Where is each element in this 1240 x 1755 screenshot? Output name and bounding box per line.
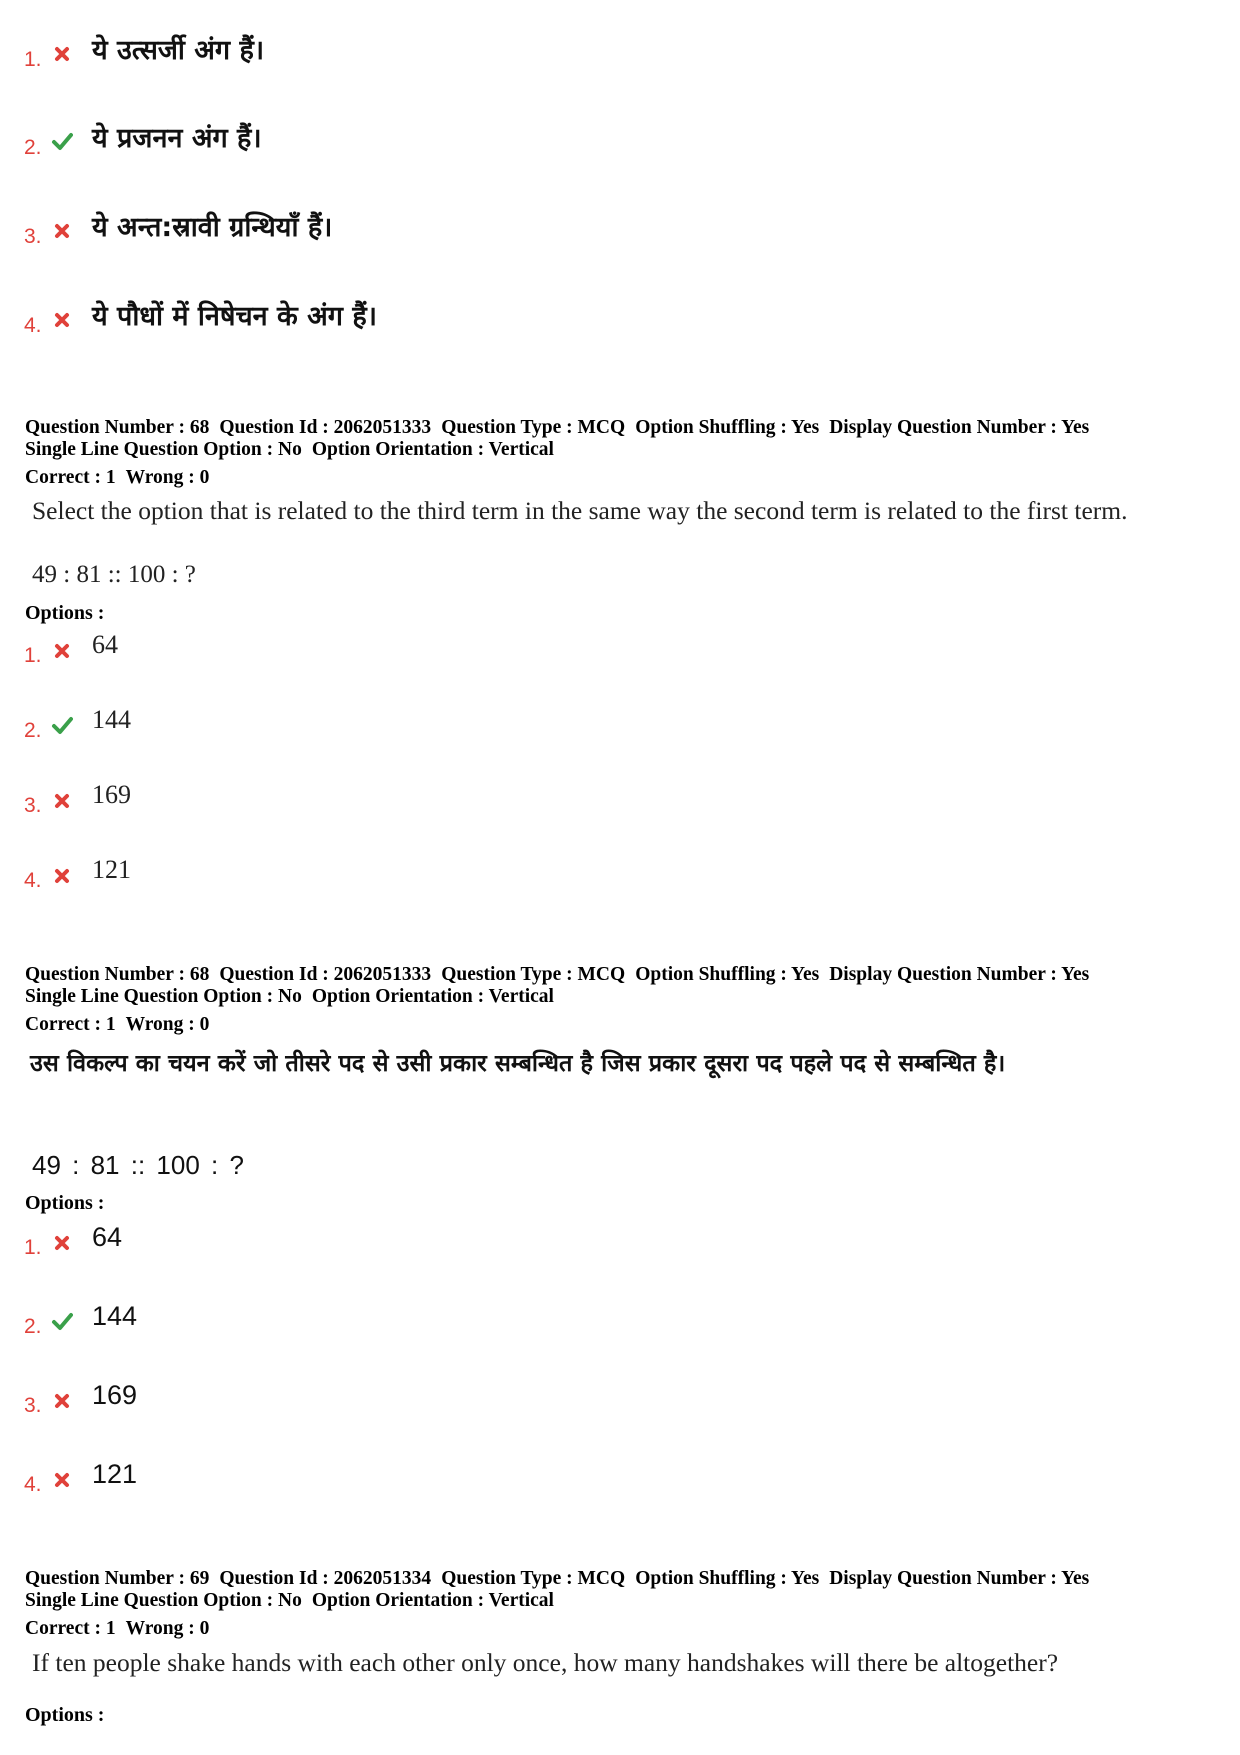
option-text: 64: [92, 1222, 123, 1252]
meta-field: Single Line Question Option : No: [25, 439, 302, 460]
question-text: Select the option that is related to the third term in the same way the second term is related to the first term.: [32, 496, 1128, 525]
option-item: [0, 705, 1240, 749]
option-number: 3.: [24, 225, 42, 248]
option-item: [0, 30, 1240, 74]
option-number: 4.: [24, 869, 42, 892]
question-score: [25, 467, 219, 489]
meta-field: Option Orientation : Vertical: [311, 986, 554, 1007]
meta-field: Correct : 1: [25, 1618, 116, 1639]
meta-field: Correct : 1: [25, 467, 116, 488]
option-item: [0, 1459, 1240, 1503]
question-meta-line2: [25, 986, 564, 1008]
option-item: [0, 630, 1240, 674]
check-icon: [51, 714, 73, 736]
meta-field: Question Id : 2062051334: [219, 1568, 432, 1589]
option-number: 2.: [24, 719, 42, 742]
meta-field: Question Number : 68: [25, 964, 210, 985]
option-number: 2.: [24, 136, 42, 159]
question-meta-line1: [25, 1568, 1099, 1590]
question-meta-line2: [25, 439, 564, 461]
option-item: [0, 855, 1240, 899]
option-number: 1.: [24, 48, 42, 71]
meta-field: Option Orientation : Vertical: [311, 439, 554, 460]
option-item: [0, 207, 1240, 251]
meta-field: Wrong : 0: [125, 1618, 210, 1639]
options-label: Options :: [25, 602, 105, 624]
cross-icon: [51, 1232, 73, 1254]
option-text: ये पौधों में निषेचन के अंग हैं।: [92, 301, 377, 332]
option-text: 144: [92, 705, 131, 734]
meta-field: Wrong : 0: [125, 1014, 210, 1035]
options-label: Options :: [25, 1192, 105, 1214]
meta-field: Question Type : MCQ: [441, 964, 626, 985]
cross-icon: [51, 790, 73, 812]
option-item: [0, 1222, 1240, 1266]
cross-icon: [51, 865, 73, 887]
option-number: 1.: [24, 644, 42, 667]
option-number: 4.: [24, 314, 42, 337]
option-text: 64: [92, 630, 118, 659]
meta-field: Correct : 1: [25, 1014, 116, 1035]
check-icon: [51, 130, 73, 152]
cross-icon: [51, 220, 73, 242]
question-meta-line1: [25, 417, 1099, 439]
meta-field: Display Question Number : Yes: [829, 964, 1090, 985]
meta-field: Display Question Number : Yes: [829, 1568, 1090, 1589]
option-number: 2.: [24, 1315, 42, 1338]
option-text: 144: [92, 1301, 138, 1331]
meta-field: Question Id : 2062051333: [219, 964, 432, 985]
cross-icon: [51, 43, 73, 65]
option-text: 169: [92, 780, 131, 809]
option-item: [0, 118, 1240, 162]
meta-field: Option Shuffling : Yes: [635, 417, 820, 438]
meta-field: Single Line Question Option : No: [25, 1590, 302, 1611]
option-number: 3.: [24, 1394, 42, 1417]
question-score: [25, 1618, 219, 1640]
options-label: Options :: [25, 1704, 105, 1726]
cross-icon: [51, 640, 73, 662]
meta-field: Option Shuffling : Yes: [635, 1568, 820, 1589]
meta-field: Question Type : MCQ: [441, 1568, 626, 1589]
meta-field: Option Orientation : Vertical: [311, 1590, 554, 1611]
question-score: [25, 1014, 219, 1036]
option-item: [0, 780, 1240, 824]
option-number: 3.: [24, 794, 42, 817]
option-text: ये प्रजनन अंग हैं।: [92, 123, 262, 154]
option-text: ये अन्त:स्रावी ग्रन्थियाँ हैं।: [92, 212, 333, 243]
question-ratio: 49 : 81 :: 100 : ?: [32, 1150, 244, 1180]
option-number: 1.: [24, 1236, 42, 1259]
meta-field: Option Shuffling : Yes: [635, 964, 820, 985]
question-text: उस विकल्प का चयन करें जो तीसरे पद से उसी प्रकार सम्बन्धित है जिस प्रकार दूसरा पद पहले पद से सम्बन्धित है।: [30, 1049, 1006, 1077]
question-meta-line2: [25, 1590, 564, 1612]
question-ratio: 49 : 81 :: 100 : ?: [32, 561, 196, 588]
option-text: ये उत्सर्जी अंग हैं।: [92, 35, 265, 66]
meta-field: Question Number : 69: [25, 1568, 210, 1589]
meta-field: Single Line Question Option : No: [25, 986, 302, 1007]
meta-field: Question Number : 68: [25, 417, 210, 438]
option-text: 169: [92, 1380, 138, 1410]
question-meta-line1: [25, 964, 1099, 986]
meta-field: Wrong : 0: [125, 467, 210, 488]
check-icon: [51, 1310, 73, 1332]
cross-icon: [51, 1469, 73, 1491]
option-item: [0, 1380, 1240, 1424]
option-number: 4.: [24, 1473, 42, 1496]
meta-field: Question Type : MCQ: [441, 417, 626, 438]
option-item: [0, 296, 1240, 340]
question-text: If ten people shake hands with each other only once, how many handshakes will there be altogether?: [32, 1648, 1059, 1677]
cross-icon: [51, 309, 73, 331]
cross-icon: [51, 1390, 73, 1412]
option-text: 121: [92, 855, 131, 884]
meta-field: Question Id : 2062051333: [219, 417, 432, 438]
option-item: [0, 1301, 1240, 1345]
option-text: 121: [92, 1459, 138, 1489]
meta-field: Display Question Number : Yes: [829, 417, 1090, 438]
